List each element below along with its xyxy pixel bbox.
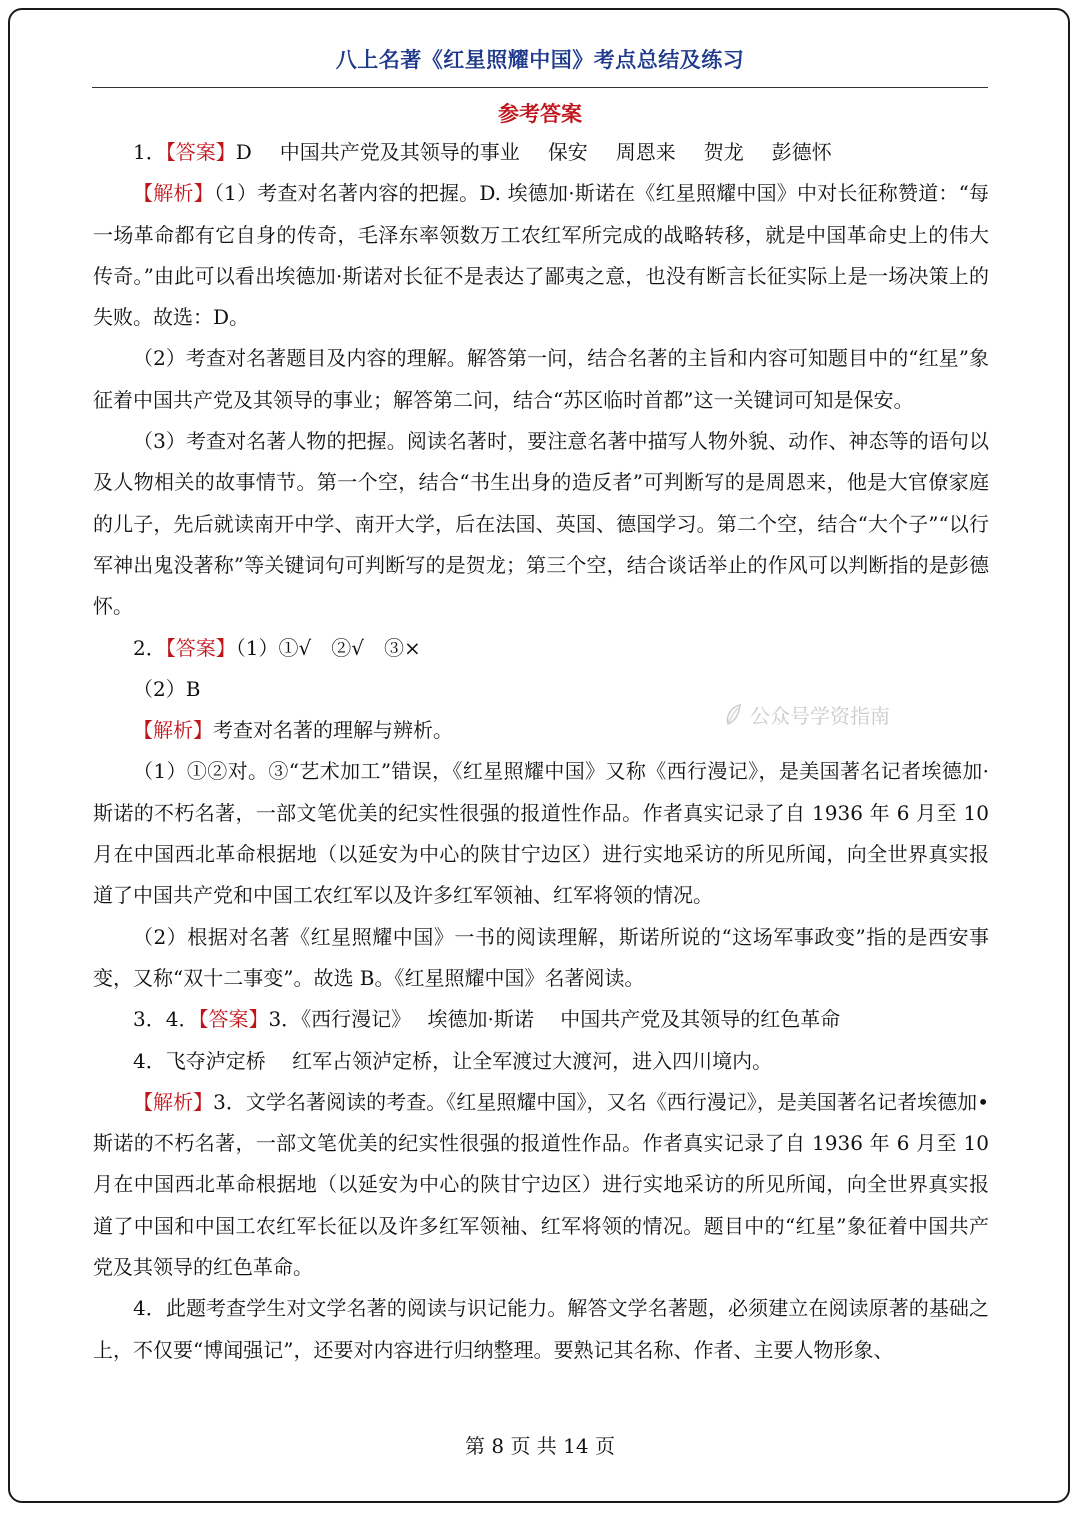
q34-answer-line xyxy=(93,999,989,1040)
section-title: 参考答案 xyxy=(498,101,582,126)
q34-number: 3．4． xyxy=(133,1007,199,1032)
q2-analysis-p2: （2）根据对名著《红星照耀中国》一书的阅读理解，斯诺所说的“这场军事政变”指的是西安事变，又称“双十二事变”。故选 B。《红星照耀中国》名著阅读。 xyxy=(93,924,989,990)
q1-analysis-p3: （3）考查对名著人物的把握。阅读名著时，要注意名著中描写人物外貌、动作、神态等的语句以及人物相关的故事情节。第一个空，结合“书生出身的造反者”可判断写的是周恩来，他是大官僚家庭的儿子，先后就读南开中学、南开大学，后在法国、英国、德国学习。第二个空，结合“大个子”“以行军神出鬼没著称”等关键词句可判断写的是贺龙；第三个空，结合谈话举止的作风可以判断指的是彭德怀。 xyxy=(93,429,989,619)
leaf-icon xyxy=(722,702,746,728)
q1-answer-main: D xyxy=(235,140,252,164)
watermark-text: 公众号学资指南 xyxy=(750,704,890,728)
q34-analysis-text-1: 3．文学名著阅读的考查。《红星照耀中国》，又名《西行漫记》，是美国著名记者埃德加•斯诺的不朽名著，一部文笔优美的纪实性很强的报道性作品。作者真实记录了自 1936 年 6 月至 10 月在中国西北革命根据地（以延安为中心的陕甘宁边区）进行实地采访的所见所闻，向全世界真实报道了中国和中国工农红军长征以及许多红军领袖、红军将领的情况。题目中的“红星”象征着中国共产党及其领导的红色革命。 xyxy=(93,1089,989,1280)
header-divider xyxy=(92,87,988,88)
q1-analysis-p1 xyxy=(93,173,989,338)
q1-answer-tag: 【答案】 xyxy=(165,140,236,164)
q1-answer-part: 周恩来 xyxy=(615,140,676,164)
q4-answer-line: 4．飞夺泸定桥 红军占领泸定桥，让全军渡过大渡河，进入四川境内。 xyxy=(133,1048,773,1073)
q2-answer-1: （1）①√ ②√ ③× xyxy=(235,635,421,660)
q34-analysis-p2: 4．此题考查学生对文学名著的阅读与识记能力。解答文学名著题，必须建立在阅读原著的基础之上，不仅要“博闻强记”，还要对内容进行归纳整理。要熟记其名称、作者、主要人物形象、 xyxy=(93,1296,989,1362)
document-header-title: 八上名著《红星照耀中国》考点总结及练习 xyxy=(335,47,745,72)
q1-answer-part: 彭德怀 xyxy=(771,140,832,164)
q1-analysis-tag: 【解析】 xyxy=(133,181,214,206)
q2-answer-line-2: （2）B xyxy=(133,676,201,701)
q1-analysis-p2: （2）考查对名著题目及内容的理解。解答第一问，结合名著的主旨和内容可知题目中的“红星”象征着中国共产党及其领导的事业；解答第二问，结合“苏区临时首都”这一关键词可知是保安。 xyxy=(93,346,989,412)
q2-analysis-intro-text: 考查对名著的理解与辨析。 xyxy=(213,718,453,743)
watermark xyxy=(722,700,890,729)
q1-answer-part: 贺龙 xyxy=(703,140,744,164)
q1-number: 1． xyxy=(133,140,166,164)
q34-answer-tag: 【答案】 xyxy=(198,1007,269,1032)
page-number: 第 8 页 共 14 页 xyxy=(465,1434,615,1458)
q2-answer-tag: 【答案】 xyxy=(165,635,236,660)
q2-answer-line xyxy=(93,628,989,669)
q1-analysis-text-1: （1）考查对名著内容的把握。D. 埃德加·斯诺在《红星照耀中国》中对长征称赞道：“每一场革命都有它自身的传奇，毛泽东率领数万工农红军所完成的战略转移，就是中国革命史上的伟大传奇。”由此可以看出埃德加·斯诺对长征不是表达了鄙夷之意，也没有断言长征实际上是一场决策上的失败。故选：D。 xyxy=(93,181,990,330)
q2-analysis-p1: （1）①②对。③“艺术加工”错误，《红星照耀中国》又称《西行漫记》，是美国著名记者埃德加·斯诺的不朽名著，一部文笔优美的纪实性很强的报道性作品。作者真实记录了自 1936 年 6 月至 10 月在中国西北革命根据地（以延安为中心的陕甘宁边区）进行实地采访的所见所闻，向全世界真实报道了中国共产党和中国工农红军以及许多红军领袖、红军将领的情况。 xyxy=(93,759,989,908)
q1-answer-line xyxy=(93,132,989,173)
q1-answer-part: 保安 xyxy=(547,140,588,164)
q3-answer: 3．《西行漫记》 埃德加·斯诺 中国共产党及其领导的红色革命 xyxy=(268,1007,841,1032)
q2-number: 2． xyxy=(133,635,166,660)
q1-answer-part: 中国共产党及其领导的事业 xyxy=(279,140,520,164)
q2-analysis-tag: 【解析】 xyxy=(133,718,213,743)
q34-analysis-p1 xyxy=(93,1082,989,1288)
answer-content xyxy=(93,132,989,1371)
q34-analysis-tag: 【解析】 xyxy=(133,1089,214,1114)
